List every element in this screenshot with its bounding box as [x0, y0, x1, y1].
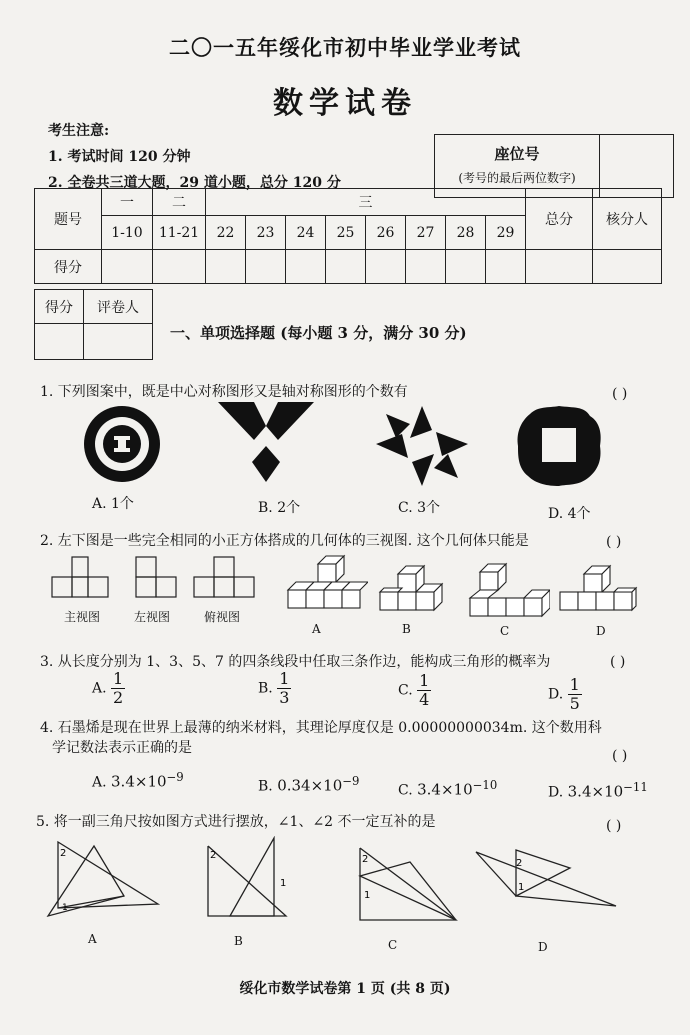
checker-cell[interactable]: [593, 250, 662, 284]
exam-subtitle: 数学试卷: [273, 86, 417, 121]
q-number: 24: [286, 216, 326, 250]
view-label: 主视图: [64, 610, 101, 624]
sci-base: 0.34×10: [277, 776, 343, 795]
angle-mark: 2: [210, 850, 217, 861]
answer-bracket[interactable]: ( ): [606, 818, 622, 834]
numerator: 1: [569, 675, 580, 694]
total-cell[interactable]: [526, 250, 593, 284]
option-letter: D.: [548, 686, 564, 703]
q-number: 26: [366, 216, 406, 250]
score-cell[interactable]: [246, 250, 286, 284]
angle-mark: 2: [516, 858, 523, 869]
coin-symbol-figure: [72, 404, 172, 490]
section-title: 一、单项选择题 (每小题 3 分，满分 30 分): [170, 324, 467, 342]
score-cell[interactable]: [486, 250, 526, 284]
page-footer: 绥化市数学试卷第 1 页 (共 8 页): [239, 981, 451, 997]
angle-mark: 1: [62, 903, 68, 913]
denominator: 5: [569, 694, 580, 713]
sci-base: 3.4×10: [111, 772, 167, 791]
sci-exponent: −10: [472, 778, 498, 792]
option-letter: C.: [398, 682, 413, 699]
score-cell[interactable]: [406, 250, 446, 284]
q1-option-b[interactable]: B. 2个: [258, 500, 301, 516]
fraction: [277, 670, 291, 707]
group-1: 一: [102, 189, 153, 216]
q5-option-c[interactable]: C: [388, 938, 398, 952]
question-2-text: 2. 左下图是一些完全相同的小正方体搭成的几何体的三视图. 这个几何体只能是: [40, 533, 529, 549]
cube-solid-b-figure: [376, 562, 452, 620]
q4-option-b[interactable]: [258, 774, 359, 795]
group-3: 三: [206, 189, 526, 216]
answer-bracket[interactable]: ( ): [606, 534, 622, 550]
numerator: 1: [419, 671, 430, 690]
score-cell[interactable]: [102, 250, 153, 284]
fraction: [417, 672, 431, 709]
grader-name-label: 评卷人: [84, 290, 153, 324]
grader-name-cell[interactable]: [84, 324, 153, 360]
score-cell[interactable]: [366, 250, 406, 284]
numerator: 1: [113, 669, 124, 688]
grader-box: [34, 289, 153, 360]
score-cell[interactable]: [206, 250, 246, 284]
range-1: 1-10: [102, 216, 153, 250]
sci-base: 3.4×10: [417, 780, 473, 799]
checker-header: 核分人: [593, 189, 662, 250]
range-2: 11-21: [153, 216, 206, 250]
option-letter: C.: [398, 782, 413, 799]
triangle-rulers-c-figure: [352, 840, 462, 932]
denominator: 3: [279, 688, 290, 707]
q-number: 29: [486, 216, 526, 250]
grader-score-cell[interactable]: [35, 324, 84, 360]
star-arrows-figure: [374, 404, 470, 488]
sci-exponent: −9: [166, 770, 184, 784]
q5-option-a[interactable]: A: [88, 932, 97, 946]
option-letter: D.: [548, 784, 564, 801]
q4-option-c[interactable]: [398, 778, 497, 799]
score-cell[interactable]: [446, 250, 486, 284]
q1-option-c[interactable]: C. 3个: [398, 500, 441, 516]
notes-heading: 考生注意:: [48, 123, 110, 139]
front-view-figure: [48, 555, 120, 603]
cube-solid-d-figure: [556, 562, 640, 620]
q4-option-d[interactable]: [548, 780, 648, 801]
q-number: 22: [206, 216, 246, 250]
q5-option-d[interactable]: D: [538, 940, 548, 954]
q1-option-a[interactable]: A. 1个: [92, 496, 134, 512]
q2-option-c[interactable]: C: [500, 624, 510, 638]
triangle-rulers-a-figure: [44, 836, 168, 926]
triangle-rulers-d-figure: [470, 846, 620, 916]
cube-solid-a-figure: [284, 552, 368, 614]
denominator: 4: [419, 690, 430, 709]
q-number: 28: [446, 216, 486, 250]
notes-item: 2. 全卷共三道大题，29 道小题，总分 120 分: [48, 175, 341, 191]
group-2: 二: [153, 189, 206, 216]
option-letter: B.: [258, 778, 273, 795]
q5-option-b[interactable]: B: [234, 934, 243, 948]
angle-mark: 2: [60, 848, 67, 859]
q3-option-c[interactable]: [398, 672, 431, 709]
q-number: 25: [326, 216, 366, 250]
view-label: 俯视图: [204, 610, 241, 624]
q3-option-a[interactable]: [92, 670, 125, 707]
total-header: 总分: [526, 189, 593, 250]
chevron-trio-figure: [214, 400, 318, 488]
seat-label: 座位号: [494, 145, 540, 163]
option-letter: A.: [92, 680, 107, 697]
exam-title: 二〇一五年绥化市初中毕业学业考试: [169, 35, 521, 60]
option-letter: A.: [92, 774, 107, 791]
triangle-rulers-b-figure: [200, 836, 300, 926]
notes-item: 1. 考试时间 120 分钟: [48, 149, 191, 165]
left-view-figure: [132, 555, 182, 603]
option-letter: B.: [258, 680, 273, 697]
row-label-score: 得分: [35, 250, 102, 284]
question-4-text-line1: 4. 石墨烯是现在世界上最薄的纳米材料，其理论厚度仅是 0.00000000034m. 这个数用科: [40, 720, 602, 736]
fraction: [568, 676, 582, 713]
sci-exponent: −11: [623, 780, 648, 794]
top-view-figure: [190, 555, 262, 603]
sci-exponent: −9: [342, 774, 360, 788]
answer-bracket[interactable]: ( ): [612, 386, 628, 402]
score-cell[interactable]: [286, 250, 326, 284]
view-label: 左视图: [134, 610, 171, 624]
question-5-text: 5. 将一副三角尺按如图方式进行摆放，∠1、∠2 不一定互补的是: [36, 814, 436, 830]
numerator: 1: [279, 669, 290, 688]
angle-mark: 1: [280, 878, 287, 889]
angle-mark: 1: [518, 882, 525, 893]
angle-mark: 2: [362, 854, 369, 865]
question-1-text: 1. 下列图案中，既是中心对称图形又是轴对称图形的个数有: [40, 384, 408, 400]
row-label-question: 题号: [35, 189, 102, 250]
q4-option-a[interactable]: [92, 770, 184, 791]
candidate-notes: [48, 118, 341, 196]
question-4-text-line2: 学记数法表示正确的是: [52, 740, 192, 756]
question-3-text: 3. 从长度分别为 1、3、5、7 的四条线段中任取三条作边，能构成三角形的概率为: [40, 654, 551, 670]
q2-option-d[interactable]: D: [596, 624, 606, 638]
seat-hint: (考号的最后两位数字): [458, 171, 576, 185]
q2-option-b[interactable]: B: [402, 622, 411, 636]
score-cell[interactable]: [153, 250, 206, 284]
cube-solid-c-figure: [466, 560, 550, 622]
q2-option-a[interactable]: A: [312, 622, 321, 636]
q3-option-b[interactable]: [258, 670, 291, 707]
q-number: 23: [246, 216, 286, 250]
q1-option-d[interactable]: D. 4个: [548, 506, 591, 522]
grader-score-label: 得分: [35, 290, 84, 324]
fraction: [111, 670, 125, 707]
angle-mark: 1: [364, 890, 371, 901]
score-table: [34, 188, 662, 284]
sci-base: 3.4×10: [567, 782, 624, 801]
q3-option-d[interactable]: [548, 676, 582, 713]
q-number: 27: [406, 216, 446, 250]
answer-bracket[interactable]: ( ): [610, 654, 626, 670]
square-hole-coin-figure: [514, 404, 604, 488]
denominator: 2: [113, 688, 124, 707]
score-cell[interactable]: [326, 250, 366, 284]
answer-bracket[interactable]: ( ): [612, 748, 628, 764]
